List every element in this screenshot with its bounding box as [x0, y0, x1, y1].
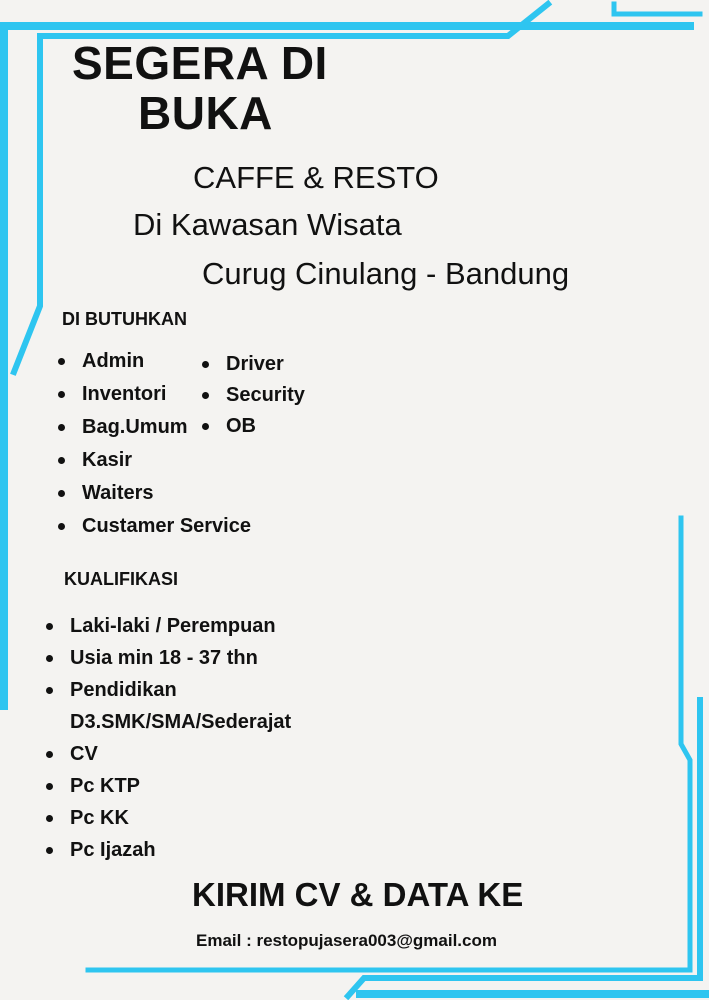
list-item: Inventori — [58, 380, 251, 413]
title-line-1: SEGERA DI — [72, 37, 328, 89]
subtitle-location-area: Di Kawasan Wisata — [133, 207, 402, 242]
qualifications-heading: KUALIFIKASI — [64, 569, 178, 589]
list-item: Pc Ijazah — [46, 836, 291, 868]
frame-line-top-right — [614, 4, 700, 14]
list-item: Bag.Umum — [58, 413, 251, 446]
list-item: Pc KK — [46, 804, 291, 836]
list-item: Kasir — [58, 446, 251, 479]
list-item: Waiters — [58, 479, 251, 512]
qualifications-list — [46, 612, 291, 868]
list-item: Driver — [202, 350, 305, 381]
subtitle-business-type: CAFFE & RESTO — [193, 160, 439, 195]
list-item: Pc KTP — [46, 772, 291, 804]
subtitle-location-place: Curug Cinulang - Bandung — [202, 256, 570, 291]
title-line-2: BUKA — [138, 87, 273, 139]
needed-heading: DI BUTUHKAN — [62, 309, 187, 329]
call-to-action: KIRIM CV & DATA KE — [192, 876, 524, 913]
list-item: Admin — [58, 347, 251, 380]
headline-title — [72, 38, 328, 138]
list-item: Laki-laki / Perempuan — [46, 612, 291, 644]
list-item: CV — [46, 740, 291, 772]
contact-email: Email : restopujasera003@gmail.com — [196, 931, 497, 950]
list-item: Custamer Service — [58, 512, 251, 545]
list-item: Pendidikan — [46, 676, 291, 708]
list-item: Security — [202, 381, 305, 412]
frame-line-right-inner — [348, 700, 700, 996]
list-item-continuation: D3.SMK/SMA/Sederajat — [70, 711, 292, 733]
list-item: Usia min 18 - 37 thn — [46, 644, 291, 676]
needed-list-col2 — [202, 350, 305, 443]
list-item: OB — [202, 412, 305, 443]
